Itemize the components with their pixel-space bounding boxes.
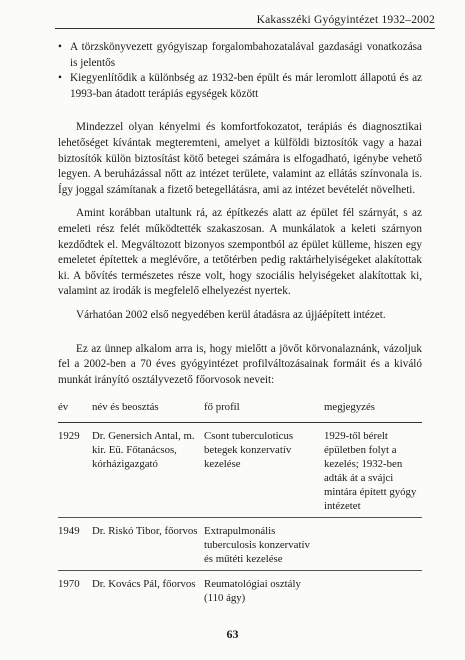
bullet-list [58,40,422,102]
column-header-note: megjegyzés [324,398,422,423]
history-table [58,398,422,609]
cell-note [324,571,422,610]
cell-name: Dr. Genersich Antal, m. kir. Eü. Főtanácsos, kórházigazgató [92,423,204,518]
paragraph: Várhatóan 2002 első negyedében kerül átadásra az újjáépített intézet. [76,308,386,321]
page-body [58,36,422,609]
column-header-profile: fő profil [204,398,324,423]
cell-year: 1970 [58,578,80,591]
cell-year: 1929 [58,423,92,518]
table-header-row [58,398,422,423]
bullet-item: • Kiegyenlítődik a különbség az 1932-ben épült és már leromlott állapotú és az 1993-ban átadott terápiás egységek között [58,71,422,102]
cell-profile: Reumatológiai osztály (110 ágy) [204,578,301,605]
bullet-item: • A törzskönyvezett gyógyiszap forgalombahozatalával gazdasági vonatkozása is jelentős [58,40,422,71]
table-row [58,571,422,610]
cell-note: 1929-től bérelt épületben folyt a kezelés; 1932-ben adták át a svájci mintára épített gyógy intézetet [324,423,422,518]
cell-year: 1949 [58,518,92,571]
page-number: 63 [226,627,239,641]
table-row [58,423,422,518]
cell-name: Dr. Riskó Tibor, főorvos [92,518,204,571]
running-header: Kakasszéki Gyógyintézet 1932–2002 [55,14,435,29]
table-row [58,518,422,571]
column-header-name: név és beosztás [92,398,204,423]
column-header-year: év [58,398,92,423]
cell-profile: Csont tuberculoticus betegek konzervatív kezelése [204,423,324,518]
paragraph: Amint korábban utaltunk rá, az építkezés alatt az épület fél szárnyát, s az emeleti rész felét működtették szakaszosan. A munkálatok a keleti szárnyon kezdődtek el. Megváltozott bizonyos szempontból az épület külleme, hiszen egy emeletet építettek a meglévőre, a tetőtérben pedig raktárhelyiségeket alakítottak ki. A bővítés természetes része volt, hogy szociális helyiségeket alakítottak ki, valamint az irodák is megfelelő elhelyezést nyertek. [58,207,422,298]
paragraph: Ez az ünnep alkalom arra is, hogy mielőtt a jövőt körvonalaznánk, vázoljuk fel a 2002-ben a 70 éves gyógyintézet profilváltozásainak formáit és a kiváló munkát irányító osztályvezető főorvosok neveit: [58,342,422,386]
cell-name: Dr. Kovács Pál, főorvos [92,578,196,591]
cell-profile: Extrapulmonális tuberculosis konzervatív és műtéti kezelése [204,518,324,571]
paragraph: Mindezzel olyan kényelmi és komfortfokozatot, terápiás és diagnosztikai lehetőséget kívántak megteremteni, amelyet a külföldi biztosítók vagy a hazai biztosítók külön biztosítást kötő betegei számára is elfogadható, igénybe vehető legyen. A beruházással nőtt az intézet területe, valamint az ellátás színvonala is. Így joggal számítanak a fizető betegellátásra, ami az intézet bevételét növelheti. [58,121,422,196]
cell-note [324,518,422,571]
